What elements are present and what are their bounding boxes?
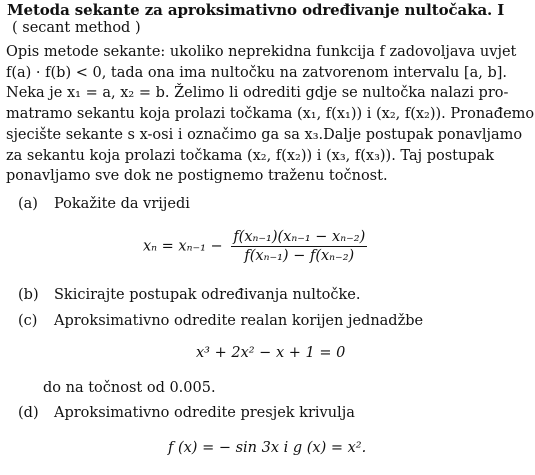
- intro-line: Neka je x₁ = a, x₂ = b. Želimo li odrediti gdje se nultočka nalazi pro-: [6, 85, 509, 102]
- exercise-item-b: [18, 287, 360, 303]
- exercise-item-a: [18, 196, 190, 212]
- cubic-equation: x³ + 2x² − x + 1 = 0: [196, 345, 346, 361]
- document-title: Metoda sekante za aproksimativno određivanje nultočaka. I: [7, 1, 505, 19]
- intro-line: ponavljamo sve dok ne postignemo traženu točnost.: [6, 168, 388, 185]
- secant-formula: [143, 229, 367, 264]
- intro-line: f(a) · f(b) < 0, tada ona ima nultočku na zatvorenom intervalu [a, b].: [6, 64, 507, 81]
- item-label: (c): [18, 313, 38, 329]
- intro-line: za sekantu koja prolazi točkama (x₂, f(x₂)) i (x₃, f(x₃)). Taj postupak: [6, 147, 495, 164]
- curves-equation: f (x) = − sin 3x i g (x) = x².: [168, 440, 367, 456]
- exercise-item-d: [18, 405, 355, 421]
- item-text: Skicirajte postupak određivanja nultočke.: [54, 287, 361, 303]
- intro-line: sjecište sekante s x-osi i označimo ga sa x₃.Dalje postupak ponavljamo: [6, 126, 523, 143]
- document-subtitle: ( secant method ): [12, 20, 141, 36]
- intro-line: Opis metode sekante: ukoliko neprekidna funkcija f zadovoljava uvjet: [6, 44, 517, 60]
- item-text: Pokažite da vrijedi: [54, 196, 190, 212]
- exercise-item-c: [18, 313, 423, 329]
- formula-fraction: [231, 229, 367, 264]
- intro-paragraph: [6, 42, 535, 187]
- formula-numerator: f(xₙ₋₁)(xₙ₋₁ − xₙ₋₂): [233, 229, 366, 245]
- item-text: Aproksimativno odredite realan korijen jednadžbe: [54, 313, 424, 329]
- precision-text: do na točnost od 0.005.: [43, 380, 216, 396]
- formula-lhs: xₙ = xₙ₋₁ −: [143, 238, 223, 255]
- item-label: (d): [18, 405, 39, 421]
- formula-denominator: f(xₙ₋₁) − f(xₙ₋₂): [244, 248, 355, 264]
- item-text: Aproksimativno odredite presjek krivulja: [54, 405, 355, 421]
- item-label: (a): [18, 196, 38, 212]
- item-label: (b): [18, 287, 39, 303]
- intro-line: matramo sekantu koja prolazi točkama (x₁, f(x₁)) i (x₂, f(x₂)). Pronađemo: [6, 106, 535, 123]
